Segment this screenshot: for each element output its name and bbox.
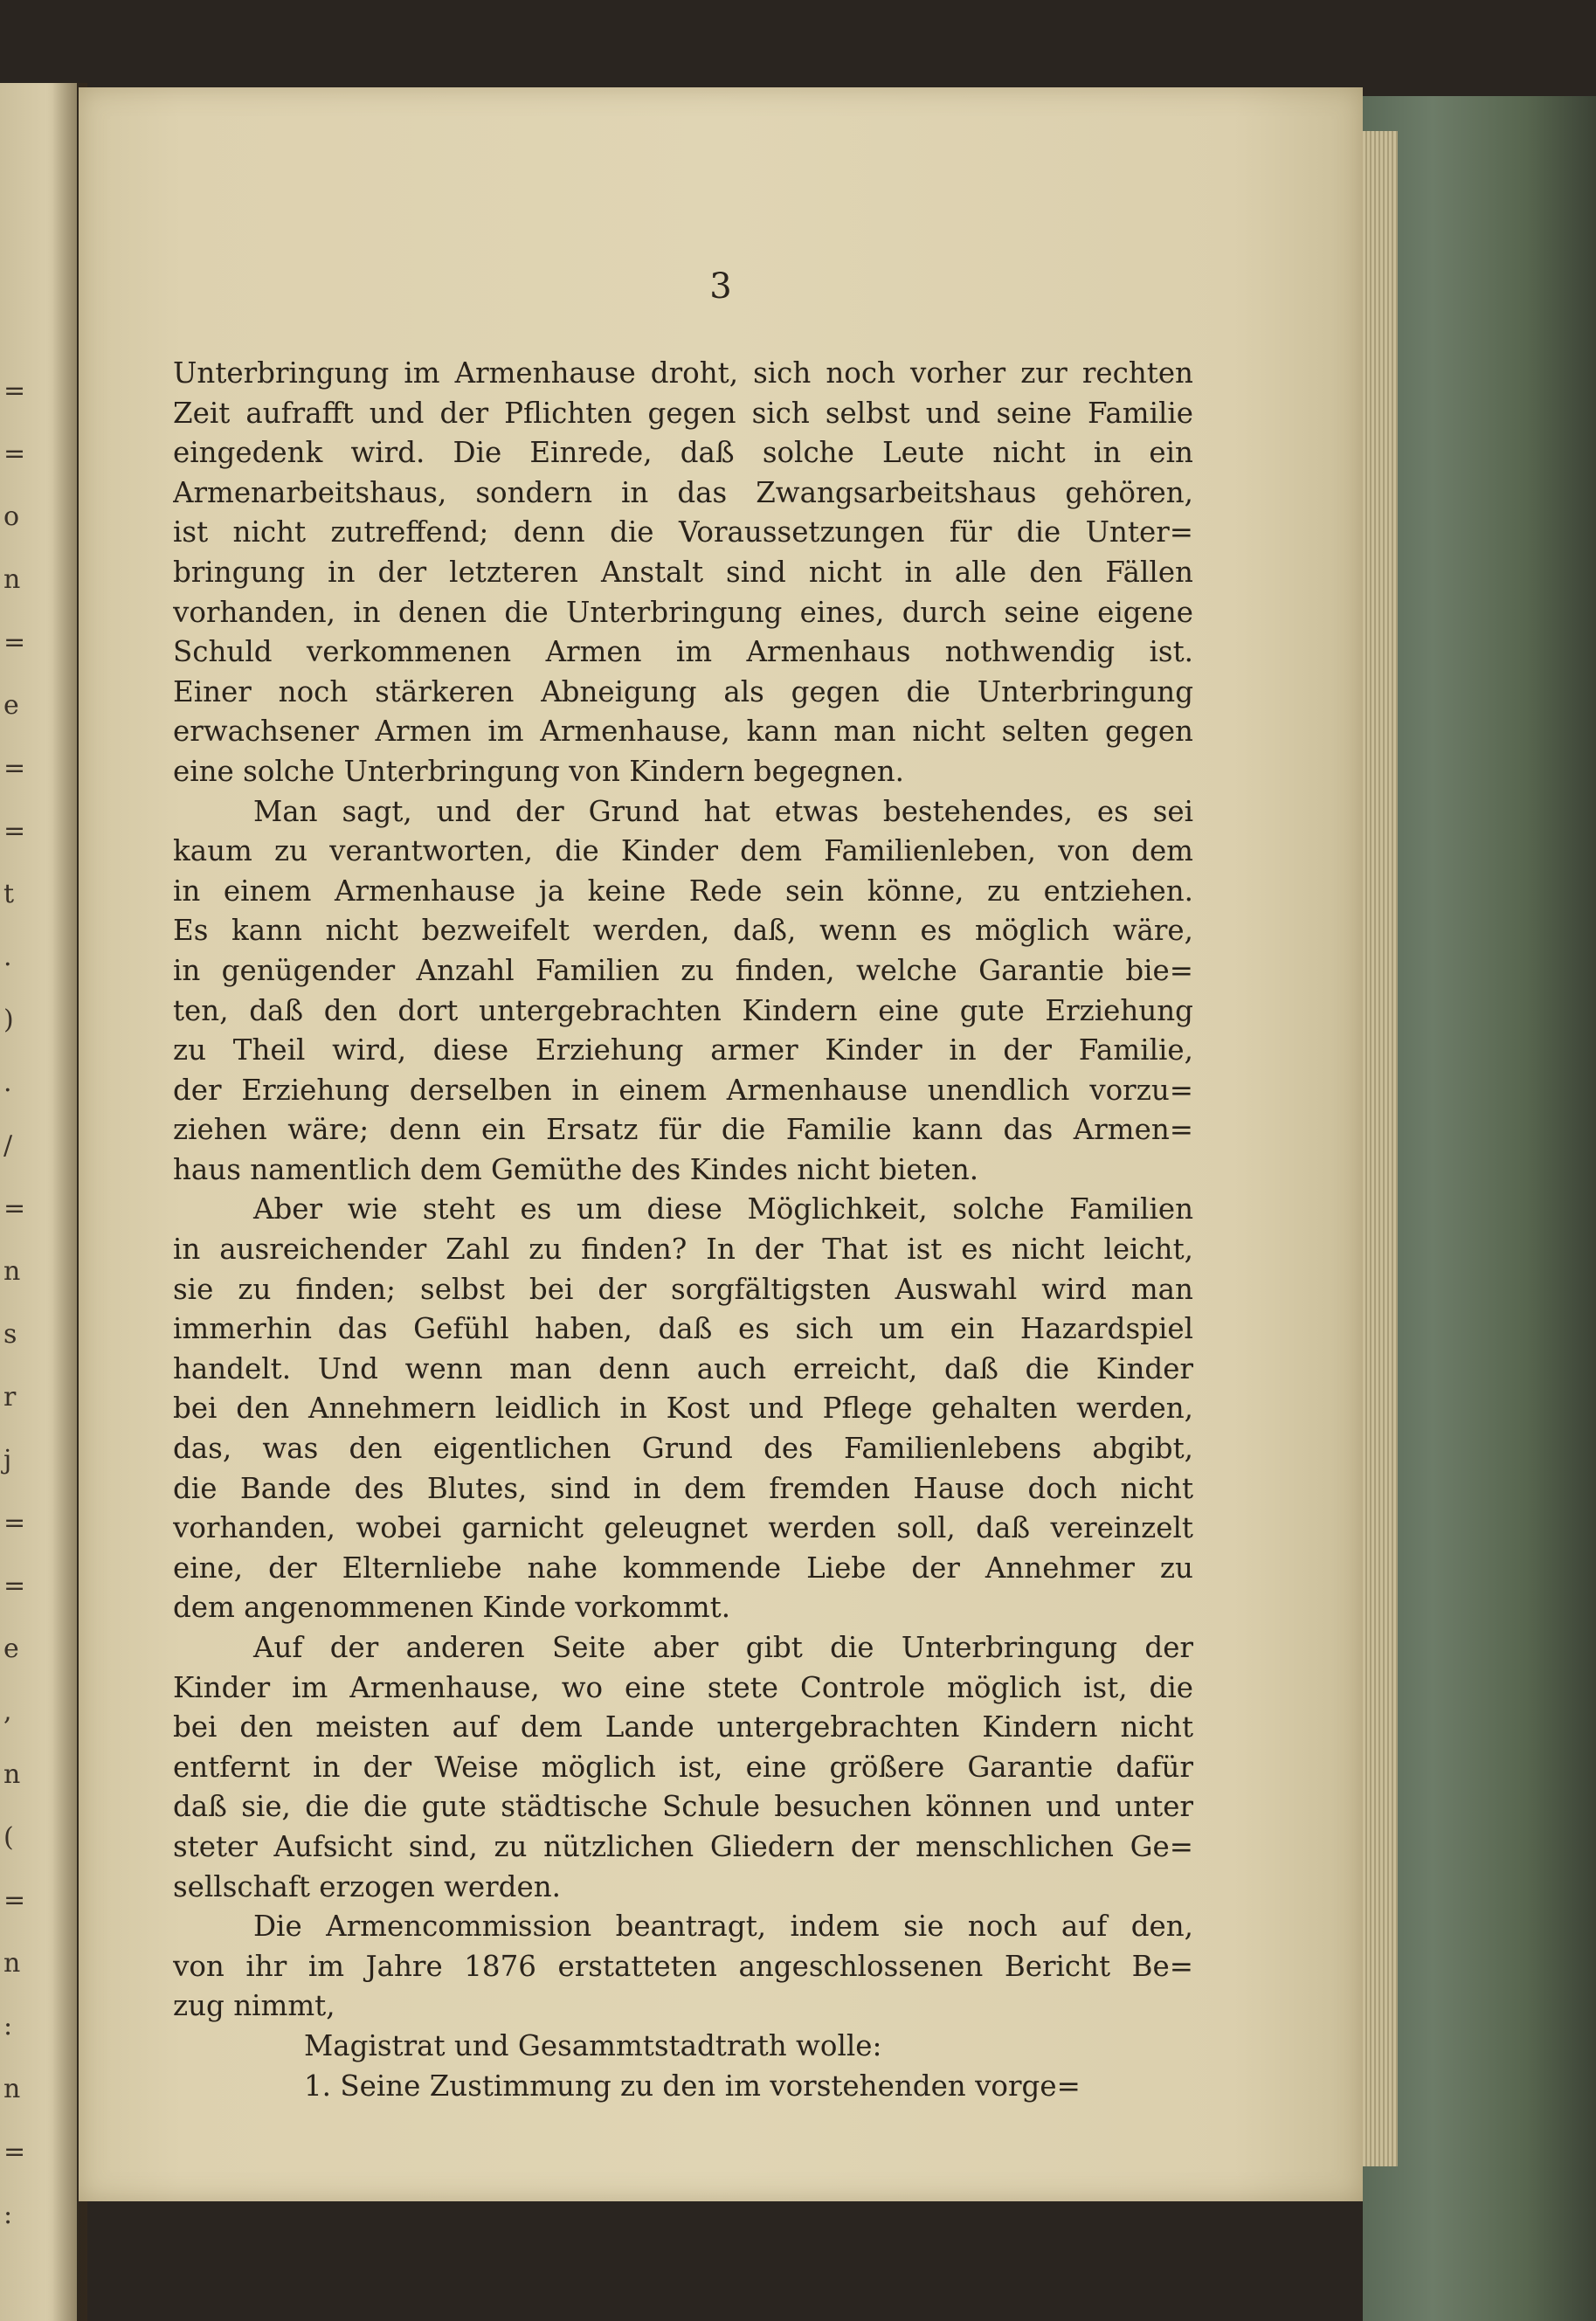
text-line: Aber wie steht es um diese Möglichkeit, solche Familien xyxy=(253,1192,1193,1226)
previous-page-fragment: = xyxy=(3,439,26,469)
previous-page-fragment: / xyxy=(3,1130,13,1161)
text-line: Man sagt, und der Grund hat etwas bestehendes, es sei xyxy=(253,794,1193,828)
previous-page-fragment: , xyxy=(3,1696,12,1727)
previous-page-fragment: = xyxy=(3,1571,26,1601)
text-line: bei den Annehmern leidlich in Kost und Pflege gehalten werden, xyxy=(173,1392,1193,1426)
text-line: sie zu finden; selbst bei der sorgfältigsten Auswahl wird man xyxy=(173,1272,1193,1306)
text-line: in ausreichender Zahl zu finden? In der That ist es nicht leicht, xyxy=(173,1233,1193,1267)
text-line: ten, daß den dort untergebrachten Kindern eine gute Erziehung xyxy=(173,993,1193,1027)
previous-page-fragment: = xyxy=(3,376,26,406)
previous-page-fragment: s xyxy=(3,1319,17,1350)
previous-page-fragment: n xyxy=(3,1256,21,1287)
previous-page-fragment: j xyxy=(3,1445,12,1475)
previous-page-fragment: = xyxy=(3,1193,26,1224)
text-line: erwachsener Armen im Armenhause, kann man nicht selten gegen xyxy=(173,715,1193,749)
previous-page-fragment: ) xyxy=(3,1005,14,1035)
text-line: bei den meisten auf dem Lande untergebrachten Kindern nicht xyxy=(173,1710,1193,1744)
text-line: kaum zu verantworten, die Kinder dem Familienleben, von dem xyxy=(173,834,1193,868)
text-line: 1. Seine Zustimmung zu den im vorstehenden vorge= xyxy=(304,2069,1081,2103)
text-line: Einer noch stärkeren Abneigung als gegen die Unterbringung xyxy=(173,674,1193,708)
text-line: Auf der anderen Seite aber gibt die Unterbringung der xyxy=(253,1631,1193,1664)
previous-page-fragment: = xyxy=(3,1508,26,1538)
text-line: Kinder im Armenhause, wo eine stete Controle möglich ist, die xyxy=(173,1670,1193,1704)
text-line: das, was den eigentlichen Grund des Familienlebens abgibt, xyxy=(173,1432,1193,1466)
text-line: bringung in der letzteren Anstalt sind nicht in alle den Fällen xyxy=(173,555,1193,589)
previous-page-fragment: = xyxy=(3,1885,26,1916)
text-line: in genügender Anzahl Familien zu finden, welche Garantie bie= xyxy=(173,953,1193,987)
text-line: eine solche Unterbringung von Kindern begegnen. xyxy=(173,754,905,788)
previous-page-fragment: e xyxy=(3,690,19,721)
book-cover xyxy=(1363,96,1596,2321)
text-line: zug nimmt, xyxy=(173,1989,335,2023)
text-line: immerhin das Gefühl haben, daß es sich um ein Hazardspiel xyxy=(173,1312,1193,1346)
text-line: eingedenk wird. Die Einrede, daß solche Leute nicht in ein xyxy=(173,436,1193,470)
text-line: ziehen wäre; denn ein Ersatz für die Familie kann das Armen= xyxy=(173,1113,1193,1147)
text-line: Unterbringung im Armenhause droht, sich noch vorher zur rechten xyxy=(173,356,1193,390)
text-line: die Bande des Blutes, sind in dem fremden Hause doch nicht xyxy=(173,1471,1193,1505)
text-line: Magistrat und Gesammtstadtrath wolle: xyxy=(304,2028,882,2062)
text-line: handelt. Und wenn man denn auch erreicht, daß die Kinder xyxy=(173,1351,1193,1385)
text-line: Armenarbeitshaus, sondern in das Zwangsarbeitshaus gehören, xyxy=(173,475,1193,509)
text-line: Schuld verkommenen Armen im Armenhaus nothwendig ist. xyxy=(173,635,1193,669)
previous-page-fragment: n xyxy=(3,1759,21,1790)
text-line: von ihr im Jahre 1876 erstatteten angeschlossenen Bericht Be= xyxy=(173,1949,1193,1983)
previous-page-fragment: n xyxy=(3,2074,21,2104)
previous-page-fragment: . xyxy=(3,1067,12,1098)
previous-page-fragment: r xyxy=(3,1382,17,1413)
previous-page-fragment: o xyxy=(3,501,20,532)
page-number: 3 xyxy=(709,266,732,307)
previous-page-fragment: = xyxy=(3,2137,26,2167)
text-line: dem angenommenen Kinde vorkommt. xyxy=(173,1591,731,1625)
text-line: entfernt in der Weise möglich ist, eine größere Garantie dafür xyxy=(173,1750,1193,1784)
text-line: steter Aufsicht sind, zu nützlichen Gliedern der menschlichen Ge= xyxy=(173,1829,1193,1863)
text-line: zu Theil wird, diese Erziehung armer Kinder in der Familie, xyxy=(173,1033,1193,1067)
text-line: ist nicht zutreffend; denn die Voraussetzungen für die Unter= xyxy=(173,515,1193,549)
text-line: eine, der Elternliebe nahe kommende Liebe der Annehmer zu xyxy=(173,1551,1193,1585)
previous-page-fragment: = xyxy=(3,753,26,784)
book-page xyxy=(79,87,1363,2201)
previous-page-fragment: n xyxy=(3,1948,21,1979)
text-line: Es kann nicht bezweifelt werden, daß, wenn es möglich wäre, xyxy=(173,914,1193,948)
body-text xyxy=(173,354,1193,2106)
text-line: Zeit aufrafft und der Pflichten gegen sich selbst und seine Familie xyxy=(173,396,1193,430)
text-line: in einem Armenhause ja keine Rede sein könne, zu entziehen. xyxy=(173,874,1193,908)
text-line: daß sie, die die gute städtische Schule besuchen können und unter xyxy=(173,1790,1193,1824)
previous-page-fragment: e xyxy=(3,1634,19,1664)
previous-page-fragment: = xyxy=(3,627,26,658)
previous-page-fragment: n xyxy=(3,564,21,595)
text-line: Die Armencommission beantragt, indem sie noch auf den, xyxy=(253,1910,1193,1944)
previous-page-fragment: : xyxy=(3,2011,13,2041)
text-line: vorhanden, wobei garnicht geleugnet werden soll, daß vereinzelt xyxy=(173,1511,1193,1545)
text-line: haus namentlich dem Gemüthe des Kindes nicht bieten. xyxy=(173,1152,979,1186)
previous-page-fragment: ( xyxy=(3,1822,14,1853)
previous-page-fragment: : xyxy=(3,2200,13,2230)
previous-page-fragment: t xyxy=(3,879,15,909)
previous-page-fragment: . xyxy=(3,942,12,972)
text-line: sellschaft erzogen werden. xyxy=(173,1869,561,1903)
text-line: vorhanden, in denen die Unterbringung eines, durch seine eigene xyxy=(173,595,1193,629)
previous-page-fragment: = xyxy=(3,816,26,846)
text-line: der Erziehung derselben in einem Armenhause unendlich vorzu= xyxy=(173,1073,1193,1107)
